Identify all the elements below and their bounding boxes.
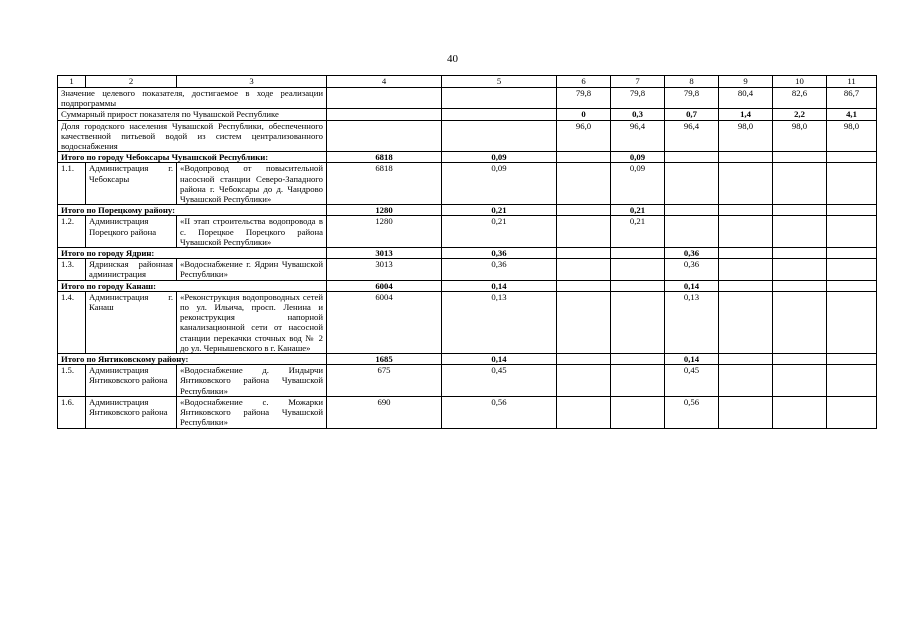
total-value-c6 [557, 152, 611, 163]
project-row [58, 396, 877, 428]
indicator-value-c5 [442, 109, 557, 120]
project-value-c6 [557, 396, 611, 428]
total-value-c7 [611, 248, 665, 259]
empty-cell [719, 216, 773, 248]
page-number: 40 [447, 53, 458, 65]
total-value-c6 [557, 280, 611, 291]
project-value-c4: 1280 [327, 216, 442, 248]
project-value-c6 [557, 365, 611, 397]
empty-cell [773, 152, 827, 163]
project-value-c5: 0,45 [442, 365, 557, 397]
total-value-c6 [557, 354, 611, 365]
empty-cell [719, 163, 773, 205]
total-value-c7: 0,21 [611, 205, 665, 216]
empty-cell [719, 205, 773, 216]
project-value-c7: 0,21 [611, 216, 665, 248]
project-value-c4: 6818 [327, 163, 442, 205]
empty-cell [773, 259, 827, 280]
header-cell: 3 [177, 76, 327, 88]
project-row [58, 216, 877, 248]
total-value-c7: 0,09 [611, 152, 665, 163]
empty-cell [773, 280, 827, 291]
total-value-c5: 0,14 [442, 280, 557, 291]
total-value-c4: 1280 [327, 205, 442, 216]
total-value-c4: 6004 [327, 280, 442, 291]
empty-cell [827, 205, 877, 216]
header-cell: 6 [557, 76, 611, 88]
empty-cell [827, 216, 877, 248]
organization-name: Администрация Порецкого района [86, 216, 177, 248]
item-number: 1.2. [58, 216, 86, 248]
empty-cell [773, 163, 827, 205]
column-number-header-row [58, 76, 877, 88]
project-name: «II этап строительства водопровода в с. Порецкое Порецкого района Чувашской Республики» [177, 216, 327, 248]
item-number: 1.4. [58, 291, 86, 353]
project-row [58, 291, 877, 353]
empty-cell [773, 354, 827, 365]
empty-cell [827, 163, 877, 205]
header-cell: 7 [611, 76, 665, 88]
empty-cell [719, 259, 773, 280]
empty-cell [719, 365, 773, 397]
indicator-value-c7: 79,8 [611, 88, 665, 109]
header-cell: 5 [442, 76, 557, 88]
indicator-value-c11: 98,0 [827, 120, 877, 152]
total-value-c8: 0,14 [665, 280, 719, 291]
indicator-value-c4 [327, 88, 442, 109]
header-cell: 8 [665, 76, 719, 88]
indicator-value-c10: 82,6 [773, 88, 827, 109]
project-name: «Реконструкция водопроводных сетей по ул. Ильича, просп. Ленина и реконструкция напорной канализационной сети от насосной станции перекачки сточных вод № 2 до ул. Чернышевского в г. Канаше» [177, 291, 327, 353]
indicator-value-c5 [442, 88, 557, 109]
project-value-c6 [557, 291, 611, 353]
total-value-c8 [665, 152, 719, 163]
project-value-c8: 0,45 [665, 365, 719, 397]
project-row [58, 163, 877, 205]
indicator-value-c11: 4,1 [827, 109, 877, 120]
indicator-row [58, 88, 877, 109]
organization-name: Администрация Янтиковского района [86, 365, 177, 397]
empty-cell [773, 291, 827, 353]
indicator-label: Суммарный прирост показателя по Чувашской Республике [58, 109, 327, 120]
indicator-value-c10: 98,0 [773, 120, 827, 152]
empty-cell [827, 280, 877, 291]
project-value-c4: 690 [327, 396, 442, 428]
project-value-c6 [557, 216, 611, 248]
total-value-c6 [557, 205, 611, 216]
header-cell: 10 [773, 76, 827, 88]
empty-cell [827, 291, 877, 353]
total-value-c8: 0,14 [665, 354, 719, 365]
project-value-c6 [557, 259, 611, 280]
empty-cell [773, 248, 827, 259]
indicator-value-c9: 80,4 [719, 88, 773, 109]
header-cell: 9 [719, 76, 773, 88]
empty-cell [827, 248, 877, 259]
indicator-row [58, 120, 877, 152]
indicator-value-c11: 86,7 [827, 88, 877, 109]
investment-table [57, 75, 877, 429]
project-value-c5: 0,56 [442, 396, 557, 428]
indicator-value-c8: 96,4 [665, 120, 719, 152]
item-number: 1.1. [58, 163, 86, 205]
table-body [58, 76, 877, 429]
group-total-row [58, 248, 877, 259]
empty-cell [827, 365, 877, 397]
project-value-c8 [665, 163, 719, 205]
project-value-c7 [611, 396, 665, 428]
group-total-row [58, 152, 877, 163]
total-label: Итого по городу Ядрин: [58, 248, 327, 259]
empty-cell [773, 365, 827, 397]
indicator-value-c8: 0,7 [665, 109, 719, 120]
item-number: 1.3. [58, 259, 86, 280]
project-value-c8: 0,13 [665, 291, 719, 353]
total-value-c5: 0,21 [442, 205, 557, 216]
empty-cell [719, 152, 773, 163]
total-value-c8: 0,36 [665, 248, 719, 259]
indicator-value-c6: 96,0 [557, 120, 611, 152]
indicator-value-c6: 0 [557, 109, 611, 120]
total-value-c5: 0,36 [442, 248, 557, 259]
project-value-c8: 0,56 [665, 396, 719, 428]
indicator-value-c4 [327, 120, 442, 152]
project-row [58, 365, 877, 397]
empty-cell [719, 291, 773, 353]
indicator-value-c8: 79,8 [665, 88, 719, 109]
total-value-c4: 3013 [327, 248, 442, 259]
indicator-label: Значение целевого показателя, достигаемое в ходе реализации подпрограммы [58, 88, 327, 109]
indicator-row [58, 109, 877, 120]
total-label: Итого по Порецкому району: [58, 205, 327, 216]
project-name: «Водопровод от повысительной насосной станции Северо-Западного района г. Чебоксары до д. Чандрово Чувашской Республики» [177, 163, 327, 205]
group-total-row [58, 280, 877, 291]
project-value-c5: 0,13 [442, 291, 557, 353]
total-label: Итого по Янтиковскому району: [58, 354, 327, 365]
item-number: 1.5. [58, 365, 86, 397]
empty-cell [773, 396, 827, 428]
total-value-c4: 1685 [327, 354, 442, 365]
project-row [58, 259, 877, 280]
empty-cell [719, 280, 773, 291]
project-name: «Водоснабжение с. Можарки Янтиковского района Чувашской Республики» [177, 396, 327, 428]
organization-name: Администрация г. Чебоксары [86, 163, 177, 205]
indicator-value-c4 [327, 109, 442, 120]
group-total-row [58, 354, 877, 365]
indicator-value-c7: 0,3 [611, 109, 665, 120]
empty-cell [719, 248, 773, 259]
organization-name: Администрация Янтиковского района [86, 396, 177, 428]
total-value-c5: 0,14 [442, 354, 557, 365]
empty-cell [827, 354, 877, 365]
project-value-c4: 3013 [327, 259, 442, 280]
header-cell: 11 [827, 76, 877, 88]
group-total-row [58, 205, 877, 216]
total-value-c6 [557, 248, 611, 259]
project-name: «Водоснабжение г. Ядрин Чувашской Республики» [177, 259, 327, 280]
project-value-c5: 0,36 [442, 259, 557, 280]
empty-cell [773, 205, 827, 216]
empty-cell [719, 396, 773, 428]
empty-cell [719, 354, 773, 365]
indicator-value-c5 [442, 120, 557, 152]
total-value-c8 [665, 205, 719, 216]
indicator-value-c9: 98,0 [719, 120, 773, 152]
project-value-c5: 0,21 [442, 216, 557, 248]
project-value-c8: 0,36 [665, 259, 719, 280]
project-value-c5: 0,09 [442, 163, 557, 205]
total-label: Итого по городу Канаш: [58, 280, 327, 291]
empty-cell [827, 259, 877, 280]
project-value-c8 [665, 216, 719, 248]
total-value-c4: 6818 [327, 152, 442, 163]
indicator-label: Доля городского населения Чувашской Республики, обеспеченного качественной питьевой водой из систем централизованного водоснабжения [58, 120, 327, 152]
total-value-c7 [611, 280, 665, 291]
empty-cell [827, 396, 877, 428]
project-value-c4: 675 [327, 365, 442, 397]
project-value-c7 [611, 291, 665, 353]
project-name: «Водоснабжение д. Индырчи Янтиковского района Чувашской Республики» [177, 365, 327, 397]
indicator-value-c10: 2,2 [773, 109, 827, 120]
indicator-value-c6: 79,8 [557, 88, 611, 109]
project-value-c7 [611, 259, 665, 280]
header-cell: 4 [327, 76, 442, 88]
header-cell: 2 [86, 76, 177, 88]
project-value-c4: 6004 [327, 291, 442, 353]
empty-cell [827, 152, 877, 163]
organization-name: Ядринская районная администрация [86, 259, 177, 280]
item-number: 1.6. [58, 396, 86, 428]
total-value-c7 [611, 354, 665, 365]
empty-cell [773, 216, 827, 248]
header-cell: 1 [58, 76, 86, 88]
project-value-c7 [611, 365, 665, 397]
project-value-c7: 0,09 [611, 163, 665, 205]
indicator-value-c7: 96,4 [611, 120, 665, 152]
total-value-c5: 0,09 [442, 152, 557, 163]
indicator-value-c9: 1,4 [719, 109, 773, 120]
total-label: Итого по городу Чебоксары Чувашской Республики: [58, 152, 327, 163]
organization-name: Администрация г. Канаш [86, 291, 177, 353]
project-value-c6 [557, 163, 611, 205]
